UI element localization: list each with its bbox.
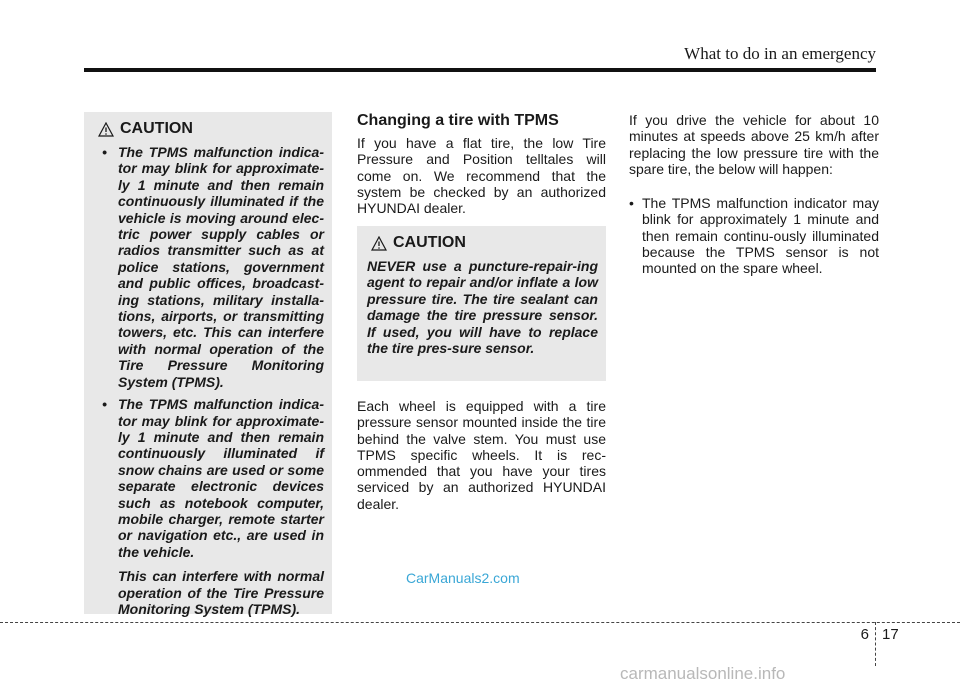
watermark-link[interactable]: CarManuals2.com xyxy=(406,570,520,586)
section-paragraph: Each wheel is equipped with a tire pressure sensor mounted inside the tire behind the valve stem. You must use TPMS specific wheels. It is rec-ommended that you have your tires serviced by an authorized HYUNDAI dealer. xyxy=(357,398,606,512)
header-rule xyxy=(84,68,876,72)
caution-box-middle xyxy=(357,226,606,381)
page-number-divider xyxy=(875,622,876,666)
site-watermark: carmanualsonline.info xyxy=(620,664,786,683)
caution-heading xyxy=(371,234,598,252)
warning-triangle-icon xyxy=(371,236,387,251)
caution-heading-label: CAUTION xyxy=(120,120,193,137)
caution-text xyxy=(94,144,324,617)
page-number: 17 xyxy=(882,626,899,643)
caution-bullet-text: The TPMS malfunction indica-tor may blink for approximate-ly 1 minute and then remain continuously illuminated if snow chains are used or some separate electronic devices such as notebook computer, mobile charger, remote starter or navigation etc., are used in the vehicle. xyxy=(118,396,324,560)
section-paragraph: If you have a flat tire, the low Tire Pressure and Position telltales will come on. We recommend that the system be checked by an authorized HYUNDAI dealer. xyxy=(357,135,606,217)
caution-bullet xyxy=(94,144,324,390)
caution-text: NEVER use a puncture-repair-ing agent to repair and/or inflate a low pressure tire. The tire sealant can damage the tire pressure sensor. If used, you will have to replace the tire pres-sure sensor. xyxy=(367,258,598,357)
caution-heading-label: CAUTION xyxy=(393,234,466,251)
footer-rule xyxy=(0,622,960,623)
warning-triangle-icon xyxy=(98,122,114,137)
caution-heading xyxy=(98,120,324,138)
caution-bullet-text: The TPMS malfunction indica-tor may blink for approximate-ly 1 minute and then remain continuously illuminated if the vehicle is moving around elec-tric power supply cables or radios transmitter such as at police stations, government and public offices, broadcast-ing stations, military installa-tions, airports, or transmitting towers, etc. This can interfere with normal operation of the Tire Pressure Monitoring System (TPMS). xyxy=(118,144,324,390)
caution-closing-text: This can interfere with normal operation of the Tire Pressure Monitoring System (TPMS). xyxy=(118,568,324,617)
caution-bullet xyxy=(94,396,324,560)
right-bullet-item xyxy=(629,195,879,276)
caution-box-left xyxy=(84,112,332,617)
bullet-dot: • xyxy=(629,195,634,211)
right-paragraph: If you drive the vehicle for about 10 minutes at speeds above 25 km/h after replacing the low pressure tire with the spare tire, the below will happen: xyxy=(629,112,879,177)
section-heading: Changing a tire with TPMS xyxy=(357,112,559,129)
right-bullet-text: The TPMS malfunction indicator may blink for approximately 1 minute and then remain continu-ously illuminated because the TPMS sensor is not mounted on the spare wheel. xyxy=(642,195,879,277)
chapter-number: 6 xyxy=(860,626,869,643)
bullet-dot: • xyxy=(102,396,107,413)
page-header-title: What to do in an emergency xyxy=(684,44,876,63)
bullet-dot: • xyxy=(102,144,107,160)
